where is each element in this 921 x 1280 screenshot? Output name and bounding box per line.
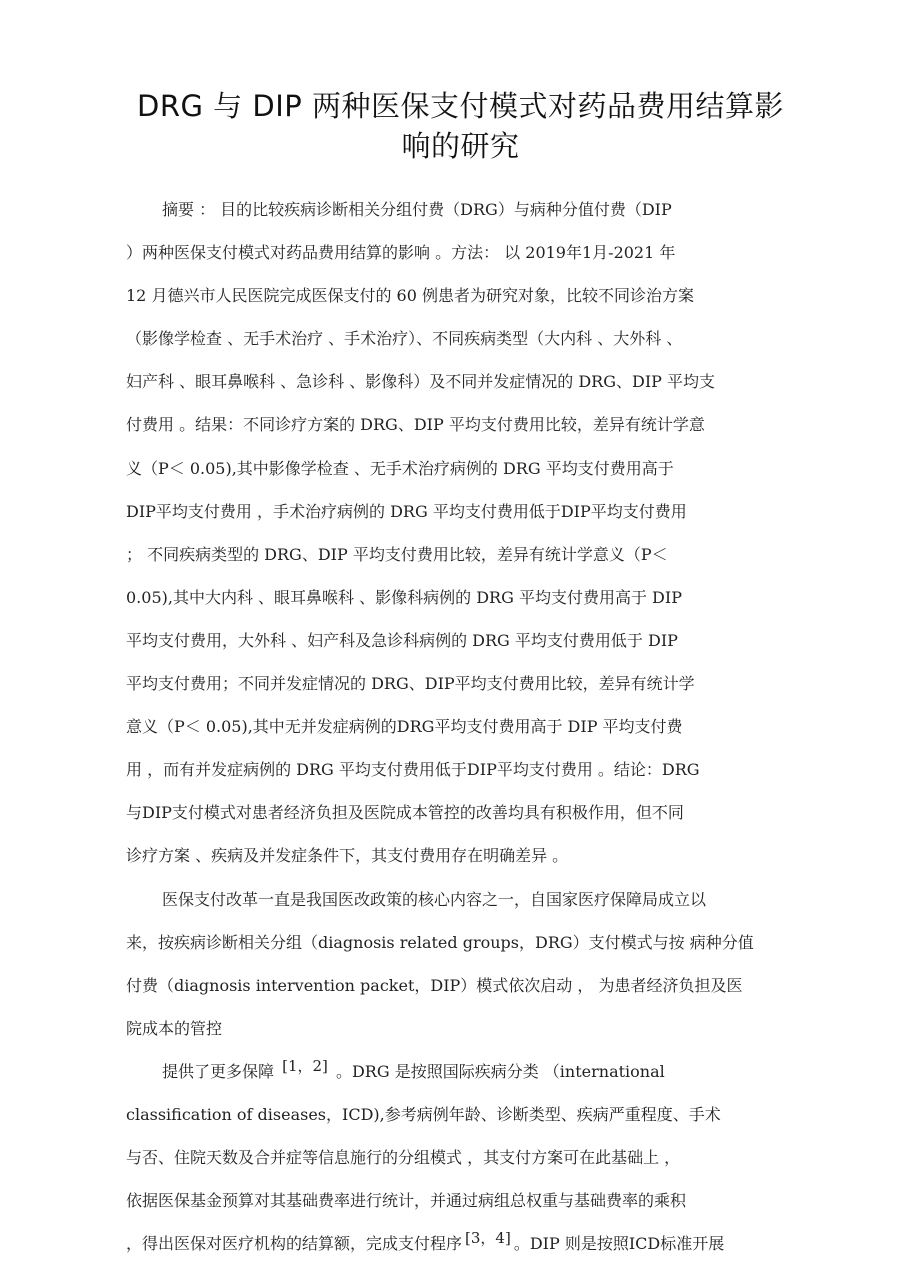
paragraph-line: 院成本的管控 [126, 1018, 223, 1038]
abstract-line: 付费用 。结果：不同诊疗方案的 DRG、DIP 平均支付费用比较，差异有统计学意 [126, 415, 705, 435]
paragraph-2 [126, 1050, 806, 1265]
abstract-line: DIP平均支付费用 ，手术治疗病例的 DRG 平均支付费用低于DIP平均支付费用 [126, 501, 687, 521]
paragraph-line: 来，按疾病诊断相关分组（diagnosis related groups，DRG）支付模式与按 病种分值 [126, 932, 754, 952]
paragraph-text: ，得出医保对医疗机构的结算额，完成支付程序 [126, 1234, 463, 1254]
paragraph-line: 付费（diagnosis intervention packet，DIP）模式依次启动 ， 为患者经济负担及医 [126, 975, 743, 995]
abstract-line: 0.05),其中大内科 、眼耳鼻喉科 、影像科病例的 DRG 平均支付费用高于 DIP [126, 587, 682, 607]
abstract-line: ； 不同疾病类型的 DRG、DIP 平均支付费用比较，差异有统计学意义（P＜ [126, 544, 668, 564]
paragraph-1 [126, 878, 806, 1050]
title-line-2: 响的研究 [401, 129, 520, 163]
paragraph-text: 。DRG 是按照国际疾病分类 （international [330, 1061, 665, 1081]
citation: [3，4] [465, 1229, 511, 1248]
citation: [1，2] [282, 1056, 328, 1075]
paragraph-line [126, 1222, 806, 1265]
body-text [126, 188, 806, 1265]
paragraph-text: 。DIP 则是按照ICD标准开展 [513, 1234, 725, 1254]
abstract-line: 12 月德兴市人民医院完成医保支付的 60 例患者为研究对象，比较不同诊治方案 [126, 286, 694, 306]
abstract-line: 摘要 ： 目的比较疾病诊断相关分组付费（DRG）与病种分值付费（DIP [162, 200, 672, 219]
abstract-line: 用 ，而有并发症病例的 DRG 平均支付费用低于DIP平均支付费用 。结论：DRG [126, 760, 700, 780]
abstract [126, 188, 806, 878]
paragraph-line [126, 1050, 806, 1093]
abstract-line: 平均支付费用，大外科 、妇产科及急诊科病例的 DRG 平均支付费用低于 DIP [126, 630, 678, 650]
abstract-line: ）两种医保支付模式对药品费用结算的影响 。方法： 以 2019年1月-2021 年 [126, 243, 676, 263]
abstract-line: 意义（P＜ 0.05),其中无并发症病例的DRG平均支付费用高于 DIP 平均支付费 [126, 717, 683, 737]
paragraph-line: 与否、住院天数及合并症等信息施行的分组模式 ，其支付方案可在此基础上 ， [126, 1148, 681, 1168]
paragraph-line: 依据医保基金预算对其基础费率进行统计，并通过病组总权重与基础费率的乘积 [126, 1191, 687, 1211]
paragraph-line: classification of diseases，ICD),参考病例年龄、诊断类型、疾病严重程度、手术 [126, 1104, 721, 1124]
abstract-line: 平均支付费用；不同并发症情况的 DRG、DIP平均支付费用比较，差异有统计学 [126, 674, 695, 694]
paper-title [100, 86, 821, 166]
abstract-line: 义（P＜ 0.05),其中影像学检查 、无手术治疗病例的 DRG 平均支付费用高于 [126, 458, 674, 478]
abstract-line: （影像学检查 、无手术治疗 、手术治疗）、不同疾病类型（大内科 、大外科 、 [126, 329, 683, 349]
abstract-line: 与DIP支付模式对患者经济负担及医院成本管控的改善均具有积极作用，但不同 [126, 803, 684, 823]
paragraph-text: 提供了更多保障 [162, 1061, 280, 1081]
paragraph-line: 医保支付改革一直是我国医改政策的核心内容之一，自国家医疗保障局成立以 [162, 889, 707, 909]
title-line-1: DRG 与 DIP 两种医保支付模式对药品费用结算影 [137, 89, 784, 123]
abstract-line: 妇产科 、眼耳鼻喉科 、急诊科 、影像科）及不同并发症情况的 DRG、DIP 平均支 [126, 372, 716, 392]
abstract-line: 诊疗方案 、疾病及并发症条件下，其支付费用存在明确差异 。 [126, 846, 569, 866]
